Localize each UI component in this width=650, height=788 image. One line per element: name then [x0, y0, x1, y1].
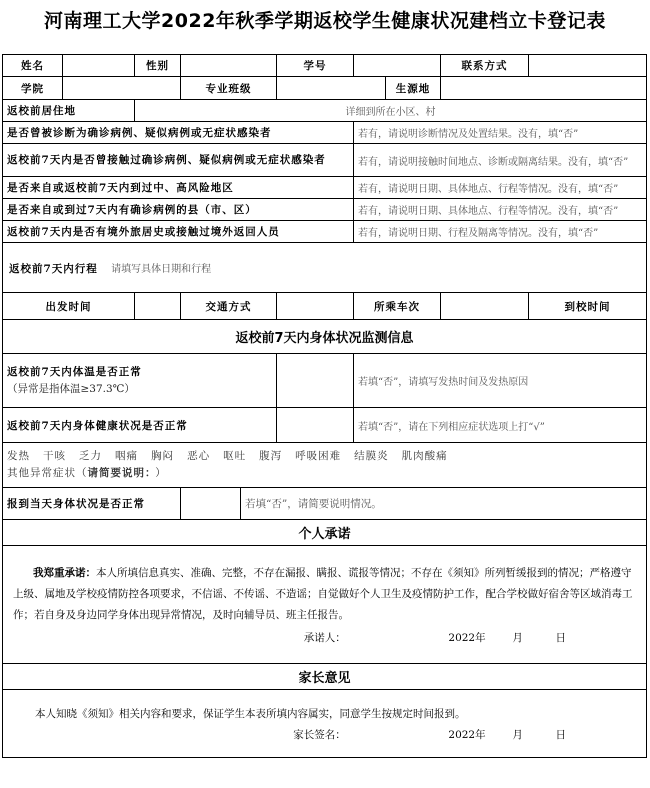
temperature-hint[interactable]: 若填“否”，请填写发热时间及发热原因 — [354, 354, 647, 408]
parent-month: 月 — [512, 728, 523, 741]
major-class-label: 专业班级 — [181, 77, 277, 100]
symptom-option[interactable]: 肌肉酸痛 — [401, 450, 448, 462]
symptom-option[interactable]: 呼吸困难 — [295, 450, 342, 462]
monitoring-header: 返校前7天内身体状况监测信息 — [3, 320, 647, 354]
major-class-field[interactable] — [277, 77, 386, 100]
symptom-list — [7, 448, 642, 465]
promise-day: 日 — [555, 631, 566, 644]
temperature-row — [3, 354, 647, 408]
question-label: 返校前7天内是否有境外旅居史或接触过境外返回人员 — [3, 221, 354, 243]
report-day-label: 报到当天身体状况是否正常 — [3, 488, 181, 520]
parent-signature[interactable] — [13, 725, 636, 746]
temperature-note: （异常是指体温≥37.3℃） — [7, 382, 135, 395]
symptom-option[interactable]: 咽痛 — [115, 450, 139, 462]
question-row — [3, 177, 647, 199]
college-field[interactable] — [63, 77, 181, 100]
other-symptoms[interactable] — [7, 465, 642, 482]
residence-field[interactable]: 详细到所在小区、村 — [135, 100, 647, 122]
promise-text: 本人所填信息真实、准确、完整，不存在漏报、瞒报、谎报等情况；不存在《须知》所列暂缓报到的情况；严格遵守上级、属地及学校疫情防控各项要求，不信谣、不传谣、不造谣；自觉做好个人卫生及疫情防护工作，配合学校做好宿舍等区域消毒工作；若自身及身边同学身体出现异常情况，及时向辅导员、班主任报告。 — [13, 566, 633, 621]
transport-label: 交通方式 — [181, 293, 277, 320]
other-symptoms-prompt: 请简要说明： — [87, 467, 152, 479]
origin-field[interactable] — [441, 77, 647, 100]
question-row — [3, 144, 647, 177]
residence-label: 返校前居住地 — [3, 100, 135, 122]
vehicle-field[interactable] — [441, 293, 529, 320]
student-id-field[interactable] — [354, 55, 441, 77]
symptoms-cell — [3, 443, 647, 488]
form-title: 河南理工大学2022年秋季学期返校学生健康状况建档立卡登记表 — [44, 10, 606, 32]
travel-row — [3, 293, 647, 320]
transport-field[interactable] — [277, 293, 354, 320]
health-row — [3, 408, 647, 443]
question-answer-field[interactable]: 若有，请说明接触时间地点、诊断或隔离结果。没有，填“否” — [354, 144, 647, 177]
other-symptoms-prefix: 其他异常症状（ — [7, 467, 88, 479]
gender-label: 性别 — [135, 55, 181, 77]
origin-label: 生源地 — [386, 77, 441, 100]
residence-row — [3, 100, 647, 122]
question-answer-field[interactable]: 若有，请说明日期、具体地点、行程等情况。没有，填“否” — [354, 199, 647, 221]
name-label: 姓名 — [3, 55, 63, 77]
parent-body — [3, 690, 647, 758]
symptom-option[interactable]: 腹泻 — [259, 450, 283, 462]
question-answer-field[interactable]: 若有，请说明日期、行程及隔离等情况。没有，填“否” — [354, 221, 647, 243]
parent-text: 本人知晓《须知》相关内容和要求，保证学生本表所填内容属实，同意学生按规定时间报到。 — [35, 707, 466, 720]
report-day-hint[interactable]: 若填“否”，请简要说明情况。 — [241, 488, 647, 520]
parent-day: 日 — [555, 728, 566, 741]
parent-header: 家长意见 — [3, 664, 647, 690]
itinerary-hint: 请填写具体日期和行程 — [111, 263, 212, 275]
monitoring-header-row — [3, 320, 647, 354]
question-answer-field[interactable]: 若有，请说明日期、具体地点、行程等情况。没有，填“否” — [354, 177, 647, 199]
arrival-time-label: 到校时间 — [529, 293, 647, 320]
question-row — [3, 122, 647, 144]
question-answer-field[interactable]: 若有，请说明诊断情况及处置结果。没有，填“否” — [354, 122, 647, 144]
depart-time-field[interactable] — [135, 293, 181, 320]
promise-month: 月 — [512, 631, 523, 644]
promise-signer-label: 承诺人： — [303, 631, 346, 644]
parent-year: 2022年 — [448, 728, 486, 741]
symptom-option[interactable]: 结膜炎 — [354, 450, 389, 462]
basic-info-row-1 — [3, 55, 647, 77]
symptom-option[interactable]: 呕吐 — [223, 450, 247, 462]
basic-info-row-2 — [3, 77, 647, 100]
itinerary-row — [3, 243, 647, 293]
question-label: 返校前7天内是否曾接触过确诊病例、疑似病例或无症状感染者 — [3, 144, 354, 177]
depart-time-label: 出发时间 — [3, 293, 135, 320]
promise-year: 2022年 — [448, 631, 486, 644]
registration-table — [2, 54, 647, 758]
question-label: 是否来自或到过7天内有确诊病例的县（市、区） — [3, 199, 354, 221]
itinerary-label: 返校前7天内行程 — [9, 262, 98, 275]
question-label: 是否来自或返校前7天内到过中、高风险地区 — [3, 177, 354, 199]
question-row — [3, 199, 647, 221]
report-day-row — [3, 488, 647, 520]
parent-row — [3, 690, 647, 758]
symptom-option[interactable]: 胸闷 — [151, 450, 175, 462]
name-field[interactable] — [63, 55, 135, 77]
parent-header-row — [3, 664, 647, 690]
promise-header: 个人承诺 — [3, 520, 647, 546]
contact-field[interactable] — [529, 55, 647, 77]
temperature-label-cell — [3, 354, 277, 408]
promise-lead: 我郑重承诺： — [33, 566, 96, 579]
health-label: 返校前7天内身体健康状况是否正常 — [3, 408, 277, 443]
promise-header-row — [3, 520, 647, 546]
symptom-option[interactable]: 干咳 — [43, 450, 67, 462]
contact-label: 联系方式 — [441, 55, 529, 77]
symptom-option[interactable]: 乏力 — [79, 450, 103, 462]
promise-signature[interactable] — [13, 628, 636, 649]
promise-row — [3, 546, 647, 664]
health-hint[interactable]: 若填“否”，请在下列相应症状选项上打“√” — [354, 408, 647, 443]
other-symptoms-suffix: ） — [155, 467, 167, 479]
student-id-label: 学号 — [277, 55, 354, 77]
gender-field[interactable] — [181, 55, 277, 77]
itinerary-field[interactable] — [3, 243, 647, 293]
vehicle-label: 所乘车次 — [354, 293, 441, 320]
question-label: 是否曾被诊断为确诊病例、疑似病例或无症状感染者 — [3, 122, 354, 144]
temperature-answer-field[interactable] — [277, 354, 354, 408]
report-day-answer-field[interactable] — [181, 488, 241, 520]
symptoms-row — [3, 443, 647, 488]
temperature-label: 返校前7天内体温是否正常 — [7, 365, 142, 378]
symptom-option[interactable]: 发热 — [7, 450, 30, 462]
college-label: 学院 — [3, 77, 63, 100]
parent-signer-label: 家长签名： — [293, 728, 346, 741]
question-row — [3, 221, 647, 243]
health-answer-field[interactable] — [277, 408, 354, 443]
promise-body — [3, 546, 647, 664]
symptom-option[interactable]: 恶心 — [187, 450, 211, 462]
